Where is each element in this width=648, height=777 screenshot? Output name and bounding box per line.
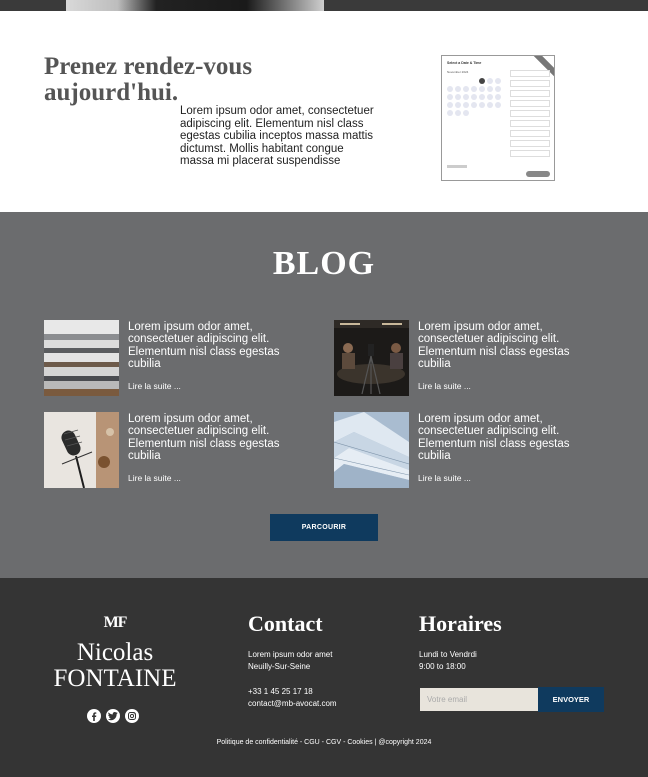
calendar-month: November 2024 — [447, 70, 469, 74]
calendar-heading: Select a Date & Time — [447, 61, 482, 65]
blog-post-card[interactable] — [334, 320, 604, 396]
contact-email[interactable]: contact@mb-avocat.com — [248, 699, 337, 708]
blog-post-excerpt: Lorem ipsum odor amet, consectetuer adipiscing elit. Elementum nisl class egestas cubilia — [418, 321, 570, 370]
calendar-timezone — [447, 165, 467, 168]
blog-post-excerpt: Lorem ipsum odor amet, consectetuer adipiscing elit. Elementum nisl class egestas cubilia — [128, 321, 280, 370]
instagram-icon[interactable] — [125, 709, 139, 723]
site-footer — [0, 578, 648, 777]
logo-first-name: Nicolas — [76, 639, 154, 666]
send-button[interactable]: ENVOYER — [538, 687, 604, 712]
twitter-icon[interactable] — [106, 709, 120, 723]
contact-address — [248, 649, 332, 673]
file-folders-image[interactable] — [334, 412, 409, 488]
hours-title: Horaires — [419, 611, 502, 636]
blog-post-card[interactable] — [44, 412, 314, 488]
calendar-continue-button[interactable] — [526, 171, 550, 177]
contact-phone[interactable]: +33 1 45 25 17 18 — [248, 687, 313, 696]
browse-button[interactable]: PARCOURIR — [270, 514, 378, 541]
appointment-title: Prenez rendez-vous aujourd'hui. — [44, 53, 253, 106]
blog-post-excerpt: Lorem ipsum odor amet, consectetuer adipiscing elit. Elementum nisl class egestas cubilia — [418, 413, 570, 462]
contact-details — [248, 686, 337, 710]
newsletter-email-input[interactable] — [420, 688, 538, 711]
calendar-days-grid[interactable] — [447, 78, 507, 118]
read-more-link[interactable]: Lire la suite ... — [418, 473, 471, 483]
contact-title: Contact — [248, 611, 323, 636]
opening-days: Lundi to Vendrdi — [419, 650, 477, 659]
hero-image-strip — [0, 0, 648, 11]
contact-address-line2: Neuilly-Sur-Seine — [248, 662, 311, 671]
blog-post-card[interactable] — [44, 320, 314, 396]
logo-initials: MF — [103, 614, 127, 631]
microphone-image[interactable] — [44, 412, 119, 488]
blog-post-excerpt: Lorem ipsum odor amet, consectetuer adipiscing elit. Elementum nisl class egestas cubilia — [128, 413, 280, 462]
calendar-selected-day[interactable] — [479, 78, 485, 84]
newspapers-image[interactable] — [44, 320, 119, 396]
appointment-text: Lorem ipsum odor amet, consectetuer adipiscing elit. Elementum nisl class egestas cubilia inceptos massa mattis dictumst. Mollis habitant congue massa mi placerat suspendisse — [180, 105, 374, 167]
blog-section — [0, 212, 648, 578]
hero-photo — [66, 0, 324, 11]
opening-time: 9:00 to 18:00 — [419, 662, 466, 671]
booking-calendar-widget[interactable] — [441, 55, 555, 181]
calendar-time-slots[interactable] — [510, 70, 550, 160]
contact-address-line1: Lorem ipsum odor amet — [248, 650, 333, 659]
blog-post-card[interactable] — [334, 412, 604, 488]
read-more-link[interactable]: Lire la suite ... — [418, 381, 471, 391]
opening-hours — [419, 649, 477, 673]
social-links — [87, 709, 139, 723]
legal-links[interactable]: Politique de confidentialité - CGU - CGV - Cookies | @copyright 2024 — [216, 739, 432, 746]
read-more-link[interactable]: Lire la suite ... — [128, 473, 181, 483]
appointment-section — [0, 11, 648, 212]
facebook-icon[interactable] — [87, 709, 101, 723]
blog-title: BLOG — [272, 245, 376, 282]
logo-last-name: FONTAINE — [53, 665, 177, 692]
read-more-link[interactable]: Lire la suite ... — [128, 381, 181, 391]
logo-name — [40, 640, 190, 692]
podcast-studio-image[interactable] — [334, 320, 409, 396]
